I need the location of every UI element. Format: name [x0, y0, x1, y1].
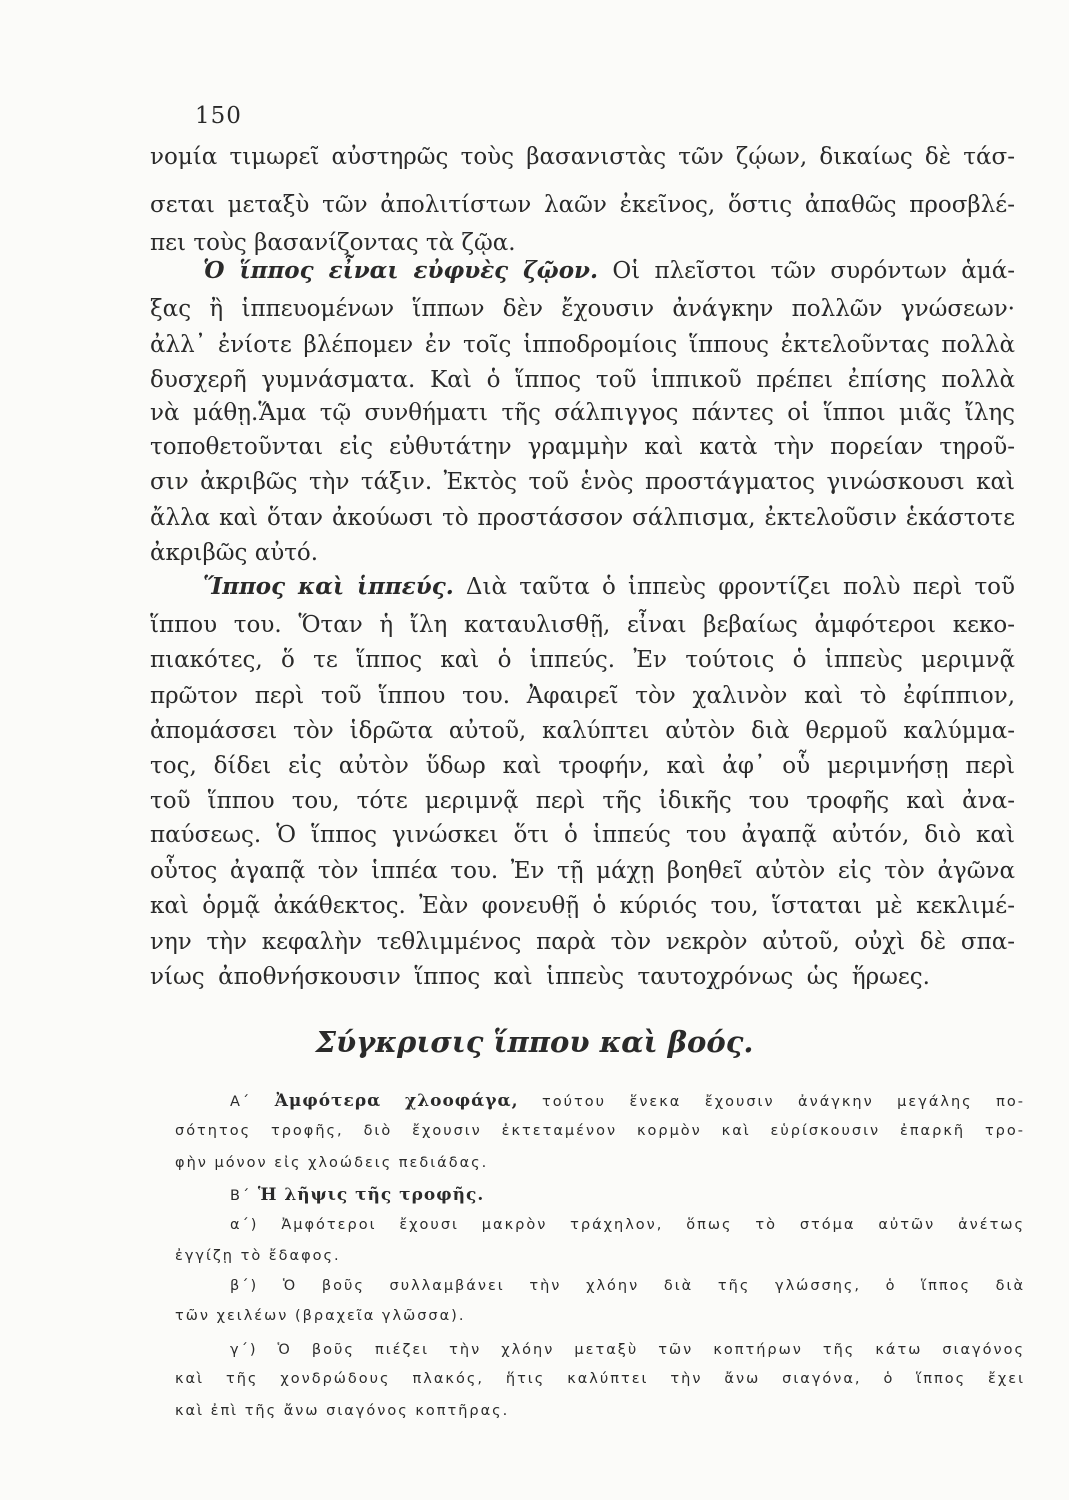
item-label: Β΄: [230, 1188, 252, 1204]
section-line: γ΄) Ὁ βοῦς πιέζει τὴν χλόην μεταξὺ τῶν κοπτήρων τῆς κάτω σιαγόνος: [230, 1342, 1025, 1358]
text-line: ἄλλα καὶ ὅταν ἀκούωσι τὸ προστάσσον σάλπισμα, ἐκτελοῦσιν ἑκάστοτε: [150, 505, 1015, 531]
text-line: οὗτος ἀγαπᾷ τὸν ἱππέα του. Ἐν τῇ μάχῃ βοηθεῖ αὐτὸν εἰς τὸν ἀγῶνα: [150, 858, 1015, 884]
text-line: πει τοὺς βασανίζοντας τὰ ζῷα.: [150, 230, 516, 256]
section-line: α΄) Ἀμφότεροι ἔχουσι μακρὸν τράχηλον, ὅπως τὸ στόμα αὐτῶν ἀνέτως: [230, 1217, 1025, 1233]
text-line: ἵππου του. Ὅταν ἡ ἴλη καταυλισθῇ, εἶναι βεβαίως ἀμφότεροι κεκο-: [150, 612, 1015, 638]
text-line: τος, δίδει εἰς αὐτὸν ὕδωρ καὶ τροφήν, καὶ ἀφ᾽ οὗ μεριμνήσῃ περὶ: [150, 753, 1015, 779]
text-line: ξας ἢ ἱππευομένων ἵππων δὲν ἔχουσιν ἀνάγκην πολλῶν γνώσεων·: [150, 296, 1015, 322]
text-line: παύσεως. Ὁ ἵππος γινώσκει ὅτι ὁ ἱππεύς του ἀγαπᾷ αὐτόν, διὸ καὶ: [150, 822, 1015, 848]
text-line: καὶ ὁρμᾷ ἀκάθεκτος. Ἐὰν φονευθῇ ὁ κύριός του, ἵσταται μὲ κεκλιμέ-: [150, 893, 1015, 919]
item-title: Ἀμφότερα χλοοφάγα,: [274, 1091, 519, 1111]
text-span: Οἱ πλεῖστοι τῶν συρόντων ἁμά-: [612, 258, 1016, 284]
text-span: τούτου ἕνεκα ἔχουσιν ἀνάγκην μεγάλης πο-: [542, 1094, 1026, 1110]
section-line: ἐγγίζῃ τὸ ἔδαφος.: [175, 1248, 341, 1264]
text-line: τοποθετοῦνται εἰς εὐθυτάτην γραμμὴν καὶ κατὰ τὴν πορείαν τηροῦ-: [150, 434, 1015, 460]
section-line: σότητος τροφῆς, διὸ ἔχουσιν ἐκτεταμένον κορμὸν καὶ εὑρίσκουσιν ἐπαρκῆ τρο-: [175, 1123, 1025, 1139]
lead-phrase: Ὁ ἵππος εἶναι εὐφυὲς ζῷον.: [203, 257, 599, 284]
page-number: 150: [195, 103, 242, 129]
text-line: ἀλλ᾽ ἐνίοτε βλέπομεν ἐν τοῖς ἱπποδρομίοις ἵππους ἐκτελοῦντας πολλὰ: [150, 332, 1015, 358]
text-line: νίως ἀποθνήσκουσιν ἵππος καὶ ἱππεὺς ταυτοχρόνως ὡς ἥρωες.: [150, 964, 930, 990]
text-line: νὰ μάθῃ.Ἅμα τῷ συνθήματι τῆς σάλπιγγος πάντες οἱ ἵπποι μιᾶς ἴλης: [150, 400, 1015, 426]
item-label: Α΄: [230, 1094, 252, 1110]
section-line: φὴν μόνον εἰς χλοώδεις πεδιάδας.: [175, 1155, 489, 1171]
item-title: Ἡ λῆψις τῆς τροφῆς.: [257, 1185, 485, 1205]
text-line: τοῦ ἵππου του, τότε μεριμνᾷ περὶ τῆς ἰδικῆς του τροφῆς καὶ ἀνα-: [150, 788, 1015, 814]
section-line: τῶν χειλέων (βραχεῖα γλῶσσα).: [175, 1308, 466, 1324]
text-line: πρῶτον περὶ τοῦ ἵππου του. Ἀφαιρεῖ τὸν χαλινὸν καὶ τὸ ἐφίππιον,: [150, 683, 1015, 709]
text-line: δυσχερῆ γυμνάσματα. Καὶ ὁ ἵππος τοῦ ἱππικοῦ πρέπει ἐπίσης πολλὰ: [150, 367, 1015, 393]
section-line: β΄) Ὁ βοῦς συλλαμβάνει τὴν χλόην διὰ τῆς γλώσσης, ὁ ἵππος διὰ: [230, 1278, 1025, 1294]
text-line: [203, 572, 1015, 602]
section-line: [230, 1090, 1025, 1113]
text-line: πιακότες, ὅ τε ἵππος καὶ ὁ ἱππεύς. Ἐν τούτοις ὁ ἱππεὺς μεριμνᾷ: [150, 647, 1015, 673]
text-line: νην τὴν κεφαλὴν τεθλιμμένος παρὰ τὸν νεκρὸν αὐτοῦ, οὐχὶ δὲ σπα-: [150, 929, 1015, 955]
section-line: καὶ τῆς χονδρώδους πλακός, ἥτις καλύπτει τὴν ἄνω σιαγόνα, ὁ ἵππος ἔχει: [175, 1371, 1025, 1387]
lead-phrase: Ἵππος καὶ ἱππεύς.: [203, 573, 454, 600]
section-line: καὶ ἐπὶ τῆς ἄνω σιαγόνος κοπτῆρας.: [175, 1403, 510, 1419]
text-line: σιν ἀκριβῶς τὴν τάξιν. Ἐκτὸς τοῦ ἑνὸς προστάγματος γινώσκουσι καὶ: [150, 469, 1015, 495]
text-line: σεται μεταξὺ τῶν ἀπολιτίστων λαῶν ἐκεῖνος, ὅστις ἀπαθῶς προσβλέ-: [150, 192, 1015, 218]
section-line: [230, 1184, 484, 1207]
text-line: [203, 256, 1015, 286]
section-heading: Σύγκρισις ἵππου καὶ βοός.: [315, 1025, 754, 1059]
text-line: ἀκριβῶς αὐτό.: [150, 540, 319, 566]
text-line: νομία τιμωρεῖ αὐστηρῶς τοὺς βασανιστὰς τῶν ζῴων, δικαίως δὲ τάσ-: [150, 144, 1015, 170]
text-span: Διὰ ταῦτα ὁ ἱππεὺς φροντίζει πολὺ περὶ τοῦ: [465, 574, 1016, 600]
text-line: ἀπομάσσει τὸν ἱδρῶτα αὐτοῦ, καλύπτει αὐτὸν διὰ θερμοῦ καλύμμα-: [150, 718, 1015, 744]
